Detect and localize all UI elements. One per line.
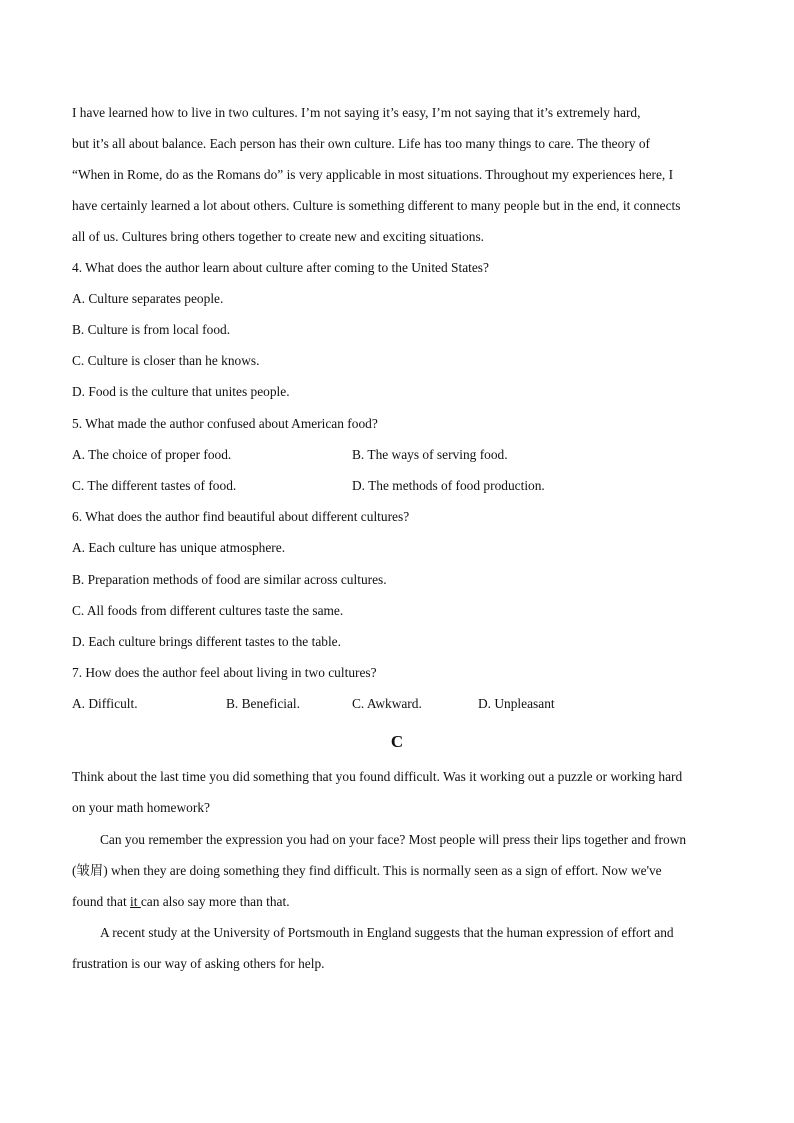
question-6-option-c: C. All foods from different cultures taste the same. xyxy=(72,603,344,618)
passage-line: “When in Rome, do as the Romans do” is very applicable in most situations. Throughout my experiences here, I xyxy=(72,167,674,182)
question-4-stem: 4. What does the author learn about culture after coming to the United States? xyxy=(72,260,489,275)
question-4-option-a: A. Culture separates people. xyxy=(72,291,224,306)
section-c-p3-line: A recent study at the University of Portsmouth in England suggests that the human expression of effort and xyxy=(100,925,674,940)
question-7-stem: 7. How does the author feel about living in two cultures? xyxy=(72,665,377,680)
section-c-heading: C xyxy=(390,732,404,751)
question-7-option-c: C. Awkward. xyxy=(352,696,422,711)
question-4-option-d: D. Food is the culture that unites people. xyxy=(72,384,290,399)
text-before-blank: found that xyxy=(72,894,131,909)
section-c-p2-line: (皱眉) when they are doing something they find difficult. This is normally seen as a sign of effort. Now we've xyxy=(72,863,662,878)
question-7-option-b: B. Beneficial. xyxy=(226,696,300,711)
question-6-stem: 6. What does the author find beautiful about different cultures? xyxy=(72,509,410,524)
question-5-stem: 5. What made the author confused about American food? xyxy=(72,416,378,431)
question-5-option-b: B. The ways of serving food. xyxy=(352,447,508,462)
section-c-p2-last-line xyxy=(72,893,290,911)
question-6-option-d: D. Each culture brings different tastes to the table. xyxy=(72,634,341,649)
underlined-it: it xyxy=(130,894,141,909)
section-c-p1-line: Think about the last time you did something that you found difficult. Was it working out a puzzle or working hard xyxy=(72,769,683,784)
question-4-option-b: B. Culture is from local food. xyxy=(72,322,231,337)
question-5-option-a: A. The choice of proper food. xyxy=(72,447,232,462)
question-5-option-c: C. The different tastes of food. xyxy=(72,478,237,493)
section-c-p2-line: Can you remember the expression you had on your face? Most people will press their lips together and frown xyxy=(100,832,687,847)
passage-line: but it’s all about balance. Each person has their own culture. Life has too many things to care. The theory of xyxy=(72,136,650,151)
question-7-option-a: A. Difficult. xyxy=(72,696,138,711)
section-c-p1-line: on your math homework? xyxy=(72,800,210,815)
text-after-blank: can also say more than that. xyxy=(140,894,290,909)
question-4-option-c: C. Culture is closer than he knows. xyxy=(72,353,260,368)
question-6-option-b: B. Preparation methods of food are similar across cultures. xyxy=(72,572,387,587)
question-7-option-d: D. Unpleasant xyxy=(478,696,555,711)
passage-line: all of us. Cultures bring others together to create new and exciting situations. xyxy=(72,229,485,244)
question-5-option-d: D. The methods of food production. xyxy=(352,478,545,493)
passage-line: I have learned how to live in two cultures. I’m not saying it’s easy, I’m not saying that it’s extremely hard, xyxy=(72,105,641,120)
question-6-option-a: A. Each culture has unique atmosphere. xyxy=(72,540,286,555)
section-c-p3-line: frustration is our way of asking others for help. xyxy=(72,956,325,971)
passage-line: have certainly learned a lot about others. Culture is something different to many people but in the end, it connects xyxy=(72,198,681,213)
